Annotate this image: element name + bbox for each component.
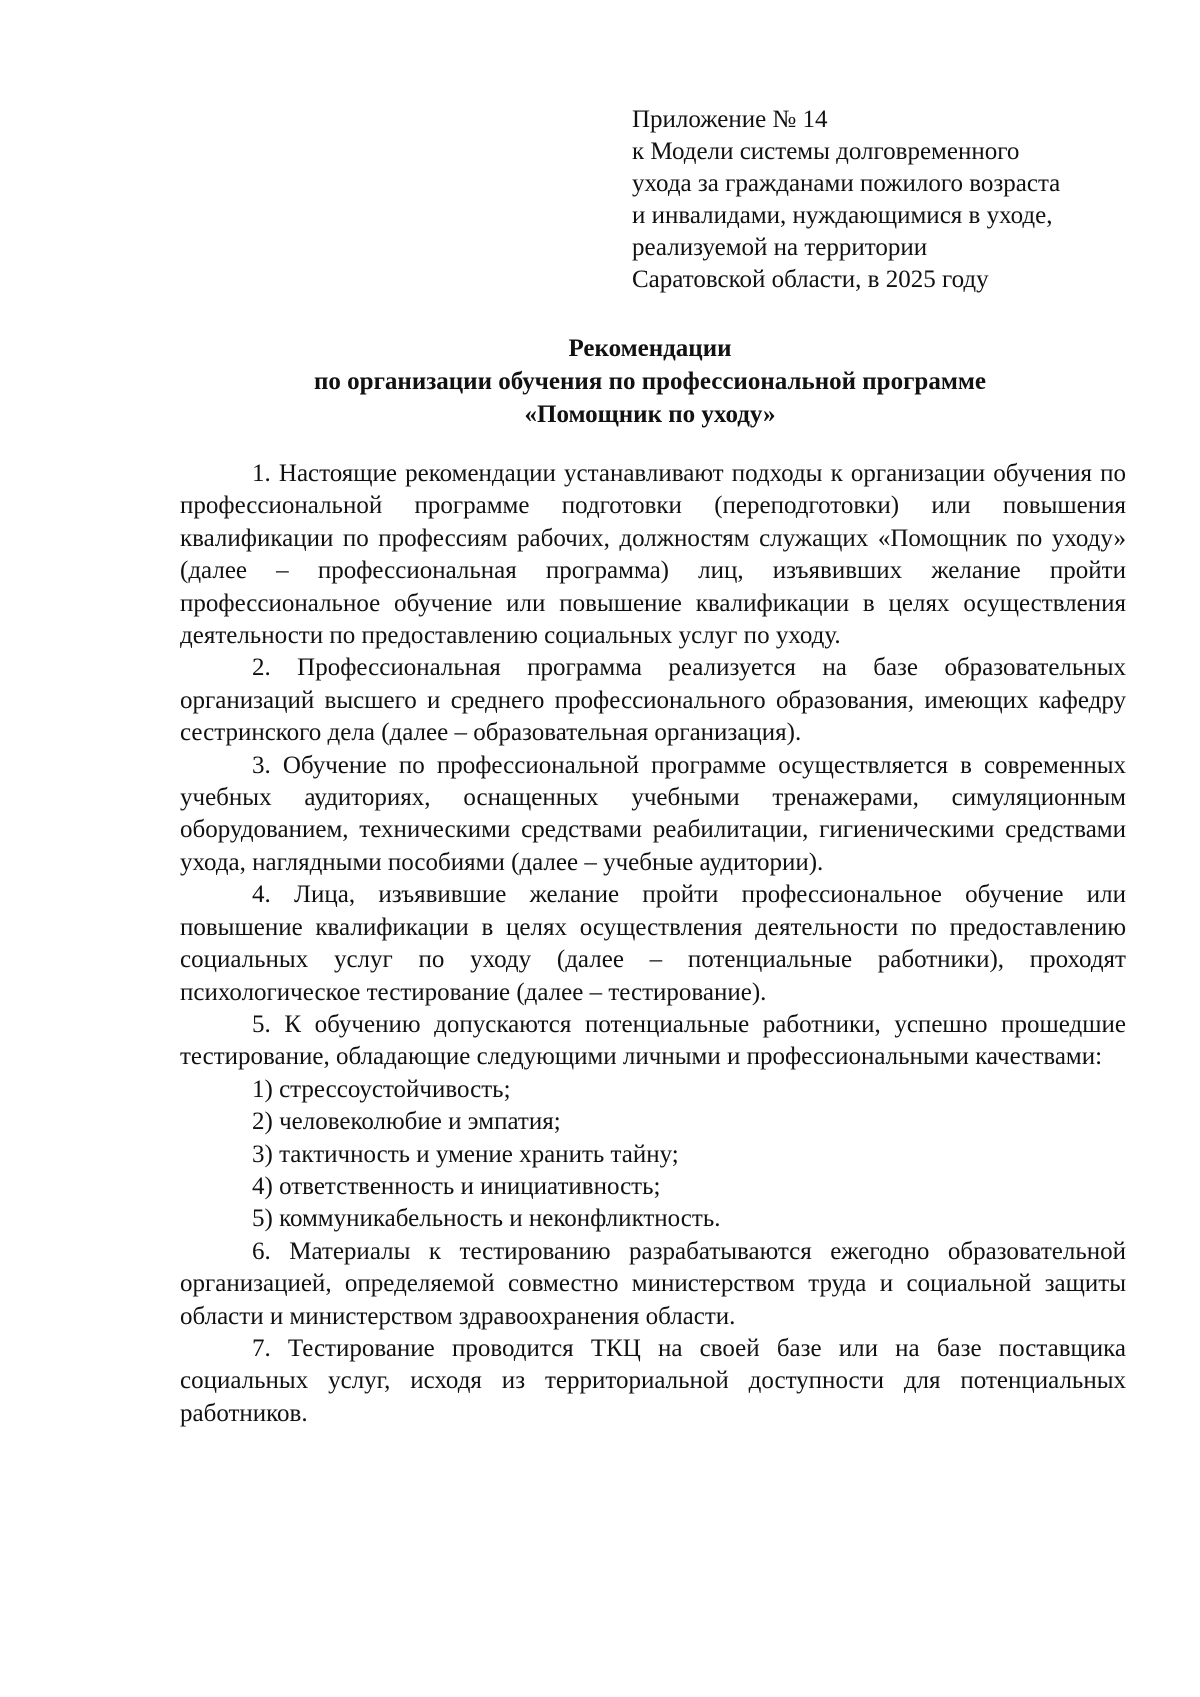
appendix-line: Приложение № 14 (632, 106, 828, 133)
appendix-line: реализуемой на территории (632, 234, 928, 261)
title-line-3: «Помощник по уходу» (524, 401, 776, 428)
paragraph-1: 1. Настоящие рекомендации устанавливают подходы к организации обучения по профессиональной программе подготовки (переподготовки) или повышения квалификации по профессиям рабочих, должностям служащих «Помощник по уходу» (далее – профессиональная программа) лиц, изъявивших желание пройти профессиональное обучение или повышение квалификации в целях осуществления деятельности по предоставлению социальных услуг по уходу. (180, 460, 1126, 650)
document-body (180, 458, 1126, 1430)
list-item: 5) коммуникабельность и неконфликтность. (252, 1205, 721, 1233)
appendix-line: к Модели системы долговременного (632, 138, 1020, 165)
paragraph-4: 4. Лица, изъявившие желание пройти профессиональное обучение или повышение квалификации в целях осуществления деятельности по предоставлению социальных услуг по уходу (далее – потенциальные работники), проходят психологическое тестирование (далее – тестирование). (180, 881, 1126, 1006)
list-item: 1) стрессоустойчивость; (252, 1075, 511, 1103)
paragraph-5: 5. К обучению допускаются потенциальные работники, успешно прошедшие тестирование, обладающие следующими личными и профессиональными качествами: (180, 1010, 1126, 1071)
appendix-line: Саратовской области, в 2025 году (632, 266, 989, 293)
list-item: 2) человеколюбие и эмпатия; (252, 1108, 561, 1136)
title-line-1: Рекомендации (568, 335, 732, 362)
appendix-header (632, 104, 1152, 296)
title-line-2: по организации обучения по профессиональной программе (314, 368, 986, 395)
paragraph-7: 7. Тестирование проводится ТКЦ на своей базе или на базе поставщика социальных услуг, исходя из территориальной доступности для потенциальных работников. (180, 1334, 1126, 1427)
qualities-list (180, 1074, 1126, 1236)
list-item: 3) тактичность и умение хранить тайну; (252, 1140, 679, 1168)
list-item: 4) ответственность и инициативность; (252, 1172, 661, 1200)
appendix-line: и инвалидами, нуждающимися в уходе, (632, 202, 1053, 229)
document-title (170, 332, 1130, 431)
paragraph-6: 6. Материалы к тестированию разрабатываются ежегодно образовательной организацией, определяемой совместно министерством труда и социальной защиты области и министерством здравоохранения области. (180, 1237, 1126, 1330)
paragraph-3: 3. Обучение по профессиональной программе осуществляется в современных учебных аудиториях, оснащенных учебными тренажерами, симуляционным оборудованием, техническими средствами реабилитации, гигиеническими средствами ухода, наглядными пособиями (далее – учебные аудитории). (180, 751, 1126, 876)
paragraph-2: 2. Профессиональная программа реализуется на базе образовательных организаций высшего и среднего профессионального образования, имеющих кафедру сестринского дела (далее – образовательная организация). (180, 654, 1126, 747)
appendix-line: ухода за гражданами пожилого возраста (632, 170, 1061, 197)
